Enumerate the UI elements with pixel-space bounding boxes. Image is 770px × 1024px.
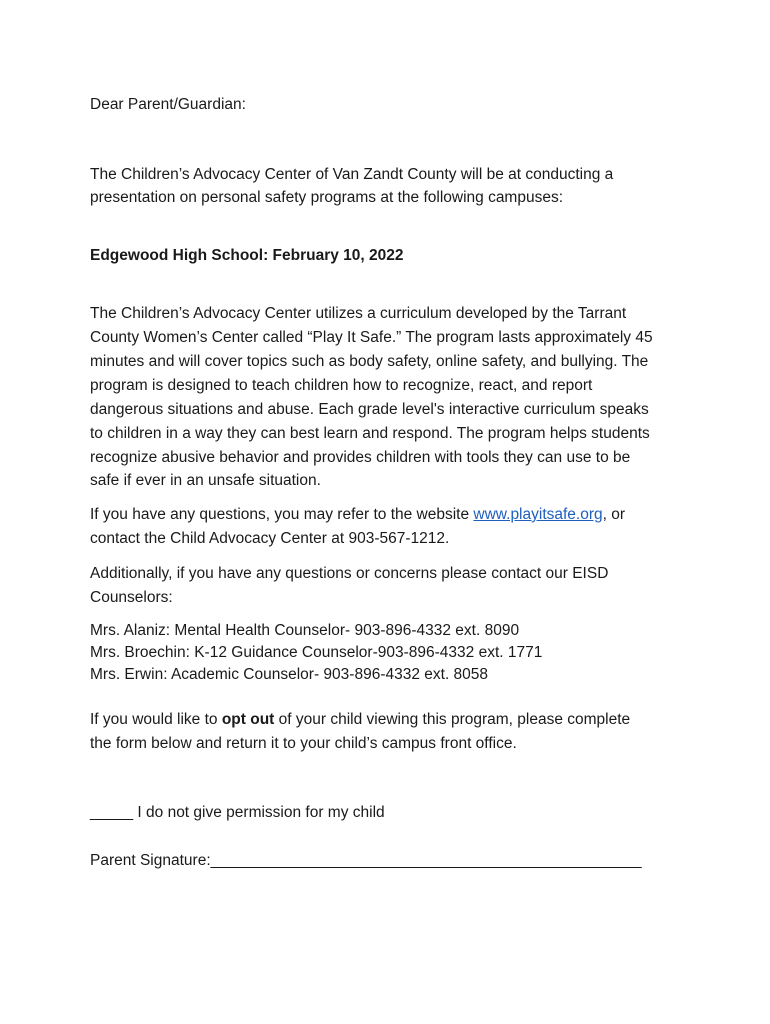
- intro-line-1: The Children’s Advocacy Center of Van Zandt County will be at conducting a: [90, 166, 614, 183]
- curriculum-line-1: The Children’s Advocacy Center utilizes a curriculum developed by the Tarrant: [90, 305, 627, 322]
- opt-out-prefix: If you would like to: [90, 711, 222, 728]
- counselors-intro-line-1: Additionally, if you have any questions or concerns please contact our EISD: [90, 565, 609, 582]
- website-link[interactable]: www.playitsafe.org: [473, 506, 603, 523]
- opt-out-line-2: the form below and return it to your child’s campus front office.: [90, 735, 517, 752]
- questions-suffix: , or: [602, 506, 626, 523]
- questions-line-1: [90, 505, 625, 525]
- curriculum-line-6: to children in a way they can best learn and respond. The program helps students: [90, 425, 650, 442]
- counselor-item: Mrs. Broechin: K-12 Guidance Counselor-903-896-4332 ext. 1771: [90, 644, 543, 661]
- counselors-intro-line-2: Counselors:: [90, 589, 173, 606]
- curriculum-line-5: dangerous situations and abuse. Each grade level's interactive curriculum speaks: [90, 401, 649, 418]
- questions-prefix: If you have any questions, you may refer to the website: [90, 506, 474, 523]
- questions-line-2: contact the Child Advocacy Center at 903-567-1212.: [90, 530, 450, 547]
- curriculum-line-8: safe if ever in an unsafe situation.: [90, 472, 321, 489]
- permission-checkline[interactable]: _____ I do not give permission for my child: [90, 804, 385, 821]
- curriculum-line-7: recognize abusive behavior and provides children with tools they can use to be: [90, 449, 631, 466]
- opt-out-emphasis: opt out: [221, 711, 275, 728]
- counselor-item: Mrs. Erwin: Academic Counselor- 903-896-4332 ext. 8058: [90, 666, 489, 683]
- intro-line-2: presentation on personal safety programs at the following campuses:: [90, 189, 564, 206]
- opt-out-line-1: [90, 710, 630, 730]
- curriculum-line-2: County Women’s Center called “Play It Safe.” The program lasts approximately 45: [90, 329, 653, 346]
- letter-page: [90, 0, 690, 1024]
- salutation: Dear Parent/Guardian:: [90, 96, 246, 113]
- campus-schedule: Edgewood High School: February 10, 2022: [90, 247, 404, 264]
- counselor-item: Mrs. Alaniz: Mental Health Counselor- 903-896-4332 ext. 8090: [90, 622, 520, 639]
- curriculum-line-3: minutes and will cover topics such as body safety, online safety, and bullying. The: [90, 353, 649, 370]
- opt-out-suffix: of your child viewing this program, please complete: [274, 711, 631, 728]
- parent-signature-field[interactable]: Parent Signature:__________________________________________________: [90, 852, 642, 869]
- curriculum-line-4: program is designed to teach children how to recognize, react, and report: [90, 377, 593, 394]
